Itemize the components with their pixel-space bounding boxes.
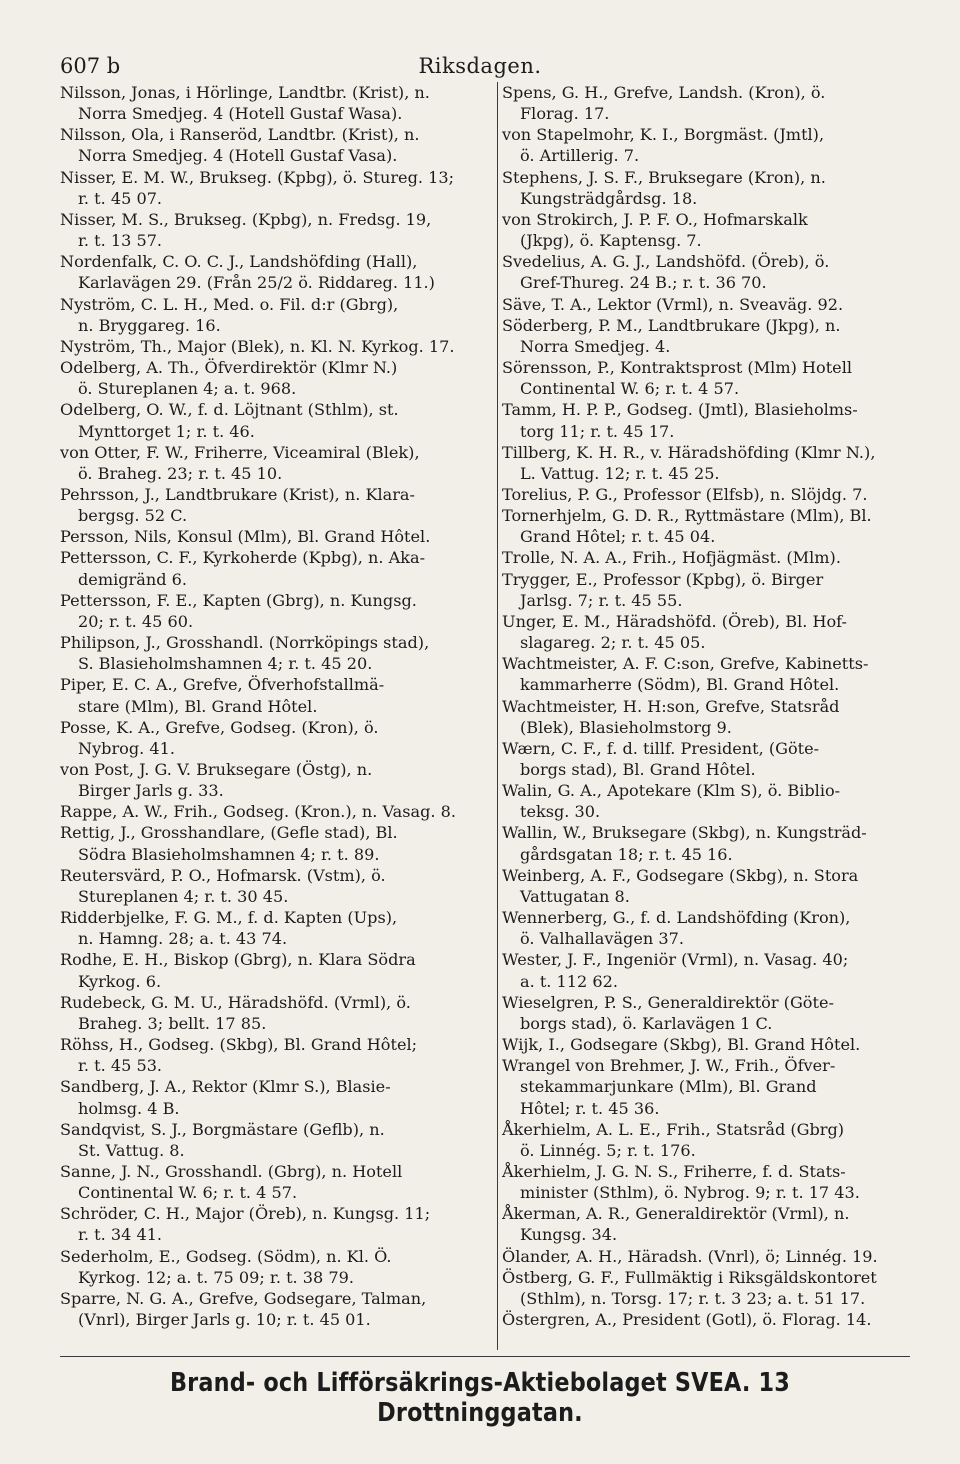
directory-entry	[502, 1203, 922, 1245]
entry-name-line: Schröder, C. H., Major (Öreb), n. Kungsg. 11;	[60, 1204, 431, 1224]
entry-name-line: Posse, K. A., Grefve, Godseg. (Kron), ö.	[60, 717, 379, 737]
directory-entry	[502, 653, 922, 695]
entry-address-line: Hôtel; r. t. 45 36.	[520, 1098, 660, 1118]
directory-entry	[502, 547, 922, 568]
directory-entry	[502, 1161, 922, 1203]
entry-name-line: Nyström, Th., Major (Blek), n. Kl. N. Kyrkog. 17.	[60, 336, 455, 356]
entry-address-line: St. Vattug. 8.	[78, 1140, 185, 1160]
entry-name-line: Sanne, J. N., Grosshandl. (Gbrg), n. Hotell	[60, 1161, 403, 1181]
entry-name-line: Wieselgren, P. S., Generaldirektör (Göte-	[502, 992, 834, 1012]
entry-name-line: Spens, G. H., Grefve, Landsh. (Kron), ö.	[502, 83, 826, 102]
running-head: Riksdagen.	[418, 54, 542, 78]
entry-address-line: gårdsgatan 18; r. t. 45 16.	[520, 844, 733, 864]
footer-rule	[60, 1356, 910, 1357]
right-column	[497, 82, 922, 1350]
directory-entry	[60, 717, 490, 759]
entry-address-line: Norra Smedjeg. 4 (Hotell Gustaf Wasa).	[78, 104, 403, 124]
entry-address-line: (Jkpg), ö. Kaptensg. 7.	[520, 231, 702, 251]
entry-address-line: stekammarjunkare (Mlm), Bl. Grand	[520, 1077, 817, 1097]
entry-name-line: Reutersvärd, P. O., Hofmarsk. (Vstm), ö.	[60, 865, 386, 885]
entry-name-line: Nilsson, Ola, i Ranseröd, Landtbr. (Krist), n.	[60, 125, 420, 145]
entry-address-line: teksg. 30.	[520, 802, 601, 822]
entry-name-line: Sörensson, P., Kontraktsprost (Mlm) Hotell	[502, 358, 852, 378]
directory-entry	[502, 1034, 922, 1055]
directory-entry	[502, 82, 922, 124]
entry-address-line: ö. Braheg. 23; r. t. 45 10.	[78, 463, 283, 483]
entry-address-line: Braheg. 3; bellt. 17 85.	[78, 1013, 267, 1033]
entry-name-line: Östergren, A., President (Gotl), ö. Florag. 14.	[502, 1310, 872, 1330]
entry-address-line: Birger Jarls g. 33.	[78, 781, 224, 801]
entry-name-line: Wijk, I., Godsegare (Skbg), Bl. Grand Hôtel.	[502, 1035, 861, 1055]
entry-address-line: (Sthlm), n. Torsg. 17; r. t. 3 23; a. t. 51 17.	[520, 1288, 866, 1308]
entry-name-line: Ölander, A. H., Häradsh. (Vnrl), ö; Linnég. 19.	[502, 1246, 878, 1266]
entry-name-line: Wester, J. F., Ingeniör (Vrml), n. Vasag. 40;	[502, 950, 849, 970]
entry-name-line: Torelius, P. G., Professor (Elfsb), n. Slöjdg. 7.	[502, 484, 868, 504]
directory-entry	[60, 801, 490, 822]
directory-entry	[60, 759, 490, 801]
directory-entry	[60, 336, 490, 357]
directory-entry	[502, 442, 922, 484]
entry-name-line: Nilsson, Jonas, i Hörlinge, Landtbr. (Krist), n.	[60, 83, 430, 102]
entry-address-line: (Blek), Blasieholmstorg 9.	[520, 717, 732, 737]
directory-entry	[502, 484, 922, 505]
entry-name-line: Ridderbjelke, F. G. M., f. d. Kapten (Ups),	[60, 908, 398, 928]
entry-address-line: Stureplanen 4; r. t. 30 45.	[78, 886, 289, 906]
directory-entry	[502, 167, 922, 209]
entry-name-line: von Otter, F. W., Friherre, Viceamiral (Blek),	[60, 442, 420, 462]
entry-name-line: Nisser, E. M. W., Brukseg. (Kpbg), ö. Stureg. 13;	[60, 167, 455, 187]
entry-name-line: Weinberg, A. F., Godsegare (Skbg), n. Stora	[502, 865, 859, 885]
directory-entry	[502, 1055, 922, 1118]
entry-name-line: von Strokirch, J. P. F. O., Hofmarskalk	[502, 209, 808, 229]
entry-address-line: Vattugatan 8.	[520, 886, 630, 906]
entry-address-line: slagareg. 2; r. t. 45 05.	[520, 633, 706, 653]
directory-entry	[60, 526, 490, 547]
entry-name-line: Rappe, A. W., Frih., Godseg. (Kron.), n. Vasag. 8.	[60, 802, 457, 822]
entry-address-line: Kyrkog. 12; a. t. 75 09; r. t. 38 79.	[78, 1267, 354, 1287]
entry-name-line: Söderberg, P. M., Landtbrukare (Jkpg), n.	[502, 315, 841, 335]
entry-name-line: Nordenfalk, C. O. C. J., Landshöfding (Hall),	[60, 252, 418, 272]
entry-name-line: Pettersson, C. F., Kyrkoherde (Kpbg), n. Aka-	[60, 548, 426, 568]
entry-address-line: ö. Stureplanen 4; a. t. 968.	[78, 379, 297, 399]
entry-name-line: Rodhe, E. H., Biskop (Gbrg), n. Klara Södra	[60, 950, 416, 970]
entry-name-line: Philipson, J., Grosshandl. (Norrköpings stad),	[60, 633, 430, 653]
entry-address-line: minister (Sthlm), ö. Nybrog. 9; r. t. 17 43.	[520, 1183, 860, 1203]
entry-name-line: von Post, J. G. V. Bruksegare (Östg), n.	[60, 760, 373, 779]
entry-address-line: demigränd 6.	[78, 569, 187, 589]
directory-entry	[60, 357, 490, 399]
entry-name-line: Odelberg, O. W., f. d. Löjtnant (Sthlm), st.	[60, 400, 399, 420]
entry-address-line: Norra Smedjeg. 4 (Hotell Gustaf Vasa).	[78, 146, 398, 166]
directory-entry	[502, 1267, 922, 1309]
directory-entry	[60, 992, 490, 1034]
entry-address-line: L. Vattug. 12; r. t. 45 25.	[520, 463, 720, 483]
entry-name-line: Rudebeck, G. M. U., Häradshöfd. (Vrml), ö.	[60, 992, 411, 1012]
entry-name-line: Åkerhielm, J. G. N. S., Friherre, f. d. Stats-	[502, 1161, 846, 1181]
entry-address-line: Continental W. 6; r. t. 4 57.	[520, 379, 740, 399]
entry-address-line: 20; r. t. 45 60.	[78, 611, 194, 631]
directory-entry	[502, 907, 922, 949]
entry-address-line: Florag. 17.	[520, 104, 610, 124]
directory-entry	[60, 949, 490, 991]
entry-address-line: Grand Hôtel; r. t. 45 04.	[520, 527, 716, 547]
entry-address-line: Norra Smedjeg. 4.	[520, 336, 671, 356]
entry-address-line: kammarherre (Södm), Bl. Grand Hôtel.	[520, 675, 840, 695]
directory-entry	[60, 399, 490, 441]
directory-entry	[502, 611, 922, 653]
footer-advertisement: Brand- och Lifförsäkrings-Aktiebolaget SVEA. 13 Drottninggatan.	[169, 1368, 791, 1428]
entry-address-line: borgs stad), Bl. Grand Hôtel.	[520, 760, 756, 779]
entry-name-line: Wærn, C. F., f. d. tillf. President, (Göte-	[502, 738, 820, 758]
directory-entry	[502, 1246, 922, 1267]
entry-address-line: Gref-Thureg. 24 B.; r. t. 36 70.	[520, 273, 767, 293]
directory-entry	[60, 294, 490, 336]
entry-address-line: Mynttorget 1; r. t. 46.	[78, 421, 255, 441]
entry-address-line: S. Blasieholmshamnen 4; r. t. 45 20.	[78, 654, 373, 674]
entry-name-line: Åkerman, A. R., Generaldirektör (Vrml), n.	[502, 1204, 850, 1224]
entry-name-line: Piper, E. C. A., Grefve, Öfverhofstallmä-	[60, 675, 385, 695]
entry-address-line: holmsg. 4 B.	[78, 1098, 180, 1118]
entry-name-line: Tamm, H. P. P., Godseg. (Jmtl), Blasieholms-	[502, 400, 858, 420]
entry-address-line: Kungsg. 34.	[520, 1225, 618, 1245]
entry-name-line: Sandberg, J. A., Rektor (Klmr S.), Blasie-	[60, 1077, 391, 1097]
entry-address-line: borgs stad), ö. Karlavägen 1 C.	[520, 1013, 773, 1033]
directory-entry	[60, 1246, 490, 1288]
entry-name-line: Svedelius, A. G. J., Landshöfd. (Öreb), ö.	[502, 252, 830, 272]
directory-entry	[502, 124, 922, 166]
directory-entry	[502, 357, 922, 399]
entry-address-line: ö. Linnég. 5; r. t. 176.	[520, 1140, 696, 1160]
directory-entry	[60, 251, 490, 293]
directory-entry	[502, 780, 922, 822]
entry-address-line: r. t. 45 07.	[78, 188, 163, 208]
entry-address-line: Nybrog. 41.	[78, 738, 175, 758]
entry-address-line: Södra Blasieholmshamnen 4; r. t. 89.	[78, 844, 380, 864]
directory-entry	[502, 505, 922, 547]
entry-name-line: Tillberg, K. H. R., v. Häradshöfding (Klmr N.),	[502, 442, 876, 462]
entry-name-line: Walin, G. A., Apotekare (Klm S), ö. Biblio-	[502, 781, 841, 801]
entry-name-line: Tornerhjelm, G. D. R., Ryttmästare (Mlm), Bl.	[502, 506, 872, 526]
entry-name-line: Trygger, E., Professor (Kpbg), ö. Birger	[502, 569, 824, 589]
entry-name-line: Odelberg, A. Th., Öfverdirektör (Klmr N.)	[60, 358, 398, 378]
directory-entry	[60, 1203, 490, 1245]
directory-entry	[60, 822, 490, 864]
directory-entry	[60, 674, 490, 716]
left-column	[60, 82, 490, 1330]
directory-entry	[60, 442, 490, 484]
directory-entry	[60, 1119, 490, 1161]
entry-address-line: n. Hamng. 28; a. t. 43 74.	[78, 929, 288, 949]
directory-entry	[60, 209, 490, 251]
entry-address-line: (Vnrl), Birger Jarls g. 10; r. t. 45 01.	[78, 1310, 371, 1330]
directory-entry	[60, 484, 490, 526]
entry-name-line: Nyström, C. L. H., Med. o. Fil. d:r (Gbrg),	[60, 294, 399, 314]
entry-name-line: Persson, Nils, Konsul (Mlm), Bl. Grand Hôtel.	[60, 527, 431, 547]
directory-entry	[60, 124, 490, 166]
directory-entry	[60, 1288, 490, 1330]
entry-name-line: Trolle, N. A. A., Frih., Hofjägmäst. (Mlm).	[502, 548, 841, 568]
entry-address-line: stare (Mlm), Bl. Grand Hôtel.	[78, 696, 318, 716]
entry-address-line: Continental W. 6; r. t. 4 57.	[78, 1183, 298, 1203]
entry-name-line: Östberg, G. F., Fullmäktig i Riksgäldskontoret	[502, 1267, 877, 1287]
entry-name-line: Pettersson, F. E., Kapten (Gbrg), n. Kungsg.	[60, 590, 417, 610]
entry-address-line: a. t. 112 62.	[520, 971, 618, 991]
entry-address-line: ö. Valhallavägen 37.	[520, 929, 684, 949]
directory-entry	[60, 632, 490, 674]
directory-entry	[502, 399, 922, 441]
directory-entry	[502, 294, 922, 315]
entry-address-line: n. Bryggareg. 16.	[78, 315, 221, 335]
entry-address-line: r. t. 45 53.	[78, 1056, 163, 1076]
directory-entry	[502, 738, 922, 780]
directory-entry	[502, 569, 922, 611]
entry-name-line: Nisser, M. S., Brukseg. (Kpbg), n. Fredsg. 19,	[60, 209, 432, 229]
directory-entry	[60, 590, 490, 632]
directory-entry	[60, 907, 490, 949]
directory-entry	[502, 251, 922, 293]
entry-name-line: Sandqvist, S. J., Borgmästare (Geflb), n.	[60, 1119, 385, 1139]
directory-entry	[502, 949, 922, 991]
directory-entry	[502, 822, 922, 864]
entry-address-line: r. t. 34 41.	[78, 1225, 163, 1245]
directory-entry	[502, 696, 922, 738]
entry-name-line: Wennerberg, G., f. d. Landshöfding (Kron),	[502, 908, 851, 928]
directory-entry	[60, 547, 490, 589]
entry-address-line: Jarlsg. 7; r. t. 45 55.	[520, 590, 683, 610]
entry-address-line: bergsg. 52 C.	[78, 506, 188, 526]
entry-address-line: ö. Artillerig. 7.	[520, 146, 640, 166]
entry-name-line: Wachtmeister, H. H:son, Grefve, Statsråd	[502, 696, 840, 716]
entry-name-line: Säve, T. A., Lektor (Vrml), n. Sveaväg. 92.	[502, 294, 844, 314]
entry-address-line: Kungsträdgårdsg. 18.	[520, 188, 698, 208]
entry-name-line: Röhss, H., Godseg. (Skbg), Bl. Grand Hôtel;	[60, 1035, 418, 1055]
directory-entry	[502, 1119, 922, 1161]
directory-entry	[60, 1034, 490, 1076]
page-number: 607 b	[60, 54, 121, 78]
entry-name-line: Sederholm, E., Godseg. (Södm), n. Kl. Ö.	[60, 1246, 392, 1266]
entry-address-line: Karlavägen 29. (Från 25/2 ö. Riddareg. 11.)	[78, 273, 435, 293]
entry-name-line: Wallin, W., Bruksegare (Skbg), n. Kungsträd-	[502, 823, 867, 843]
entry-name-line: Rettig, J., Grosshandlare, (Gefle stad), Bl.	[60, 823, 398, 843]
entry-name-line: Pehrsson, J., Landtbrukare (Krist), n. Klara-	[60, 484, 415, 504]
entry-address-line: r. t. 13 57.	[78, 231, 163, 251]
directory-entry	[502, 992, 922, 1034]
directory-entry	[60, 865, 490, 907]
directory-entry	[502, 1309, 922, 1330]
entry-address-line: torg 11; r. t. 45 17.	[520, 421, 675, 441]
directory-entry	[60, 82, 490, 124]
entry-name-line: Stephens, J. S. F., Bruksegare (Kron), n.	[502, 167, 826, 187]
entry-name-line: Unger, E. M., Häradshöfd. (Öreb), Bl. Hof-	[502, 611, 847, 631]
directory-entry	[502, 865, 922, 907]
directory-entry	[502, 209, 922, 251]
entry-name-line: Åkerhielm, A. L. E., Frih., Statsråd (Gbrg)	[502, 1119, 845, 1139]
entry-name-line: Sparre, N. G. A., Grefve, Godsegare, Talman,	[60, 1288, 427, 1308]
directory-entry	[60, 1161, 490, 1203]
directory-entry	[60, 167, 490, 209]
entry-name-line: von Stapelmohr, K. I., Borgmäst. (Jmtl),	[502, 125, 825, 145]
directory-entry	[502, 315, 922, 357]
entry-address-line: Kyrkog. 6.	[78, 971, 162, 991]
directory-entry	[60, 1076, 490, 1118]
entry-name-line: Wrangel von Brehmer, J. W., Frih., Öfver-	[502, 1056, 836, 1076]
entry-name-line: Wachtmeister, A. F. C:son, Grefve, Kabinetts-	[502, 654, 869, 674]
